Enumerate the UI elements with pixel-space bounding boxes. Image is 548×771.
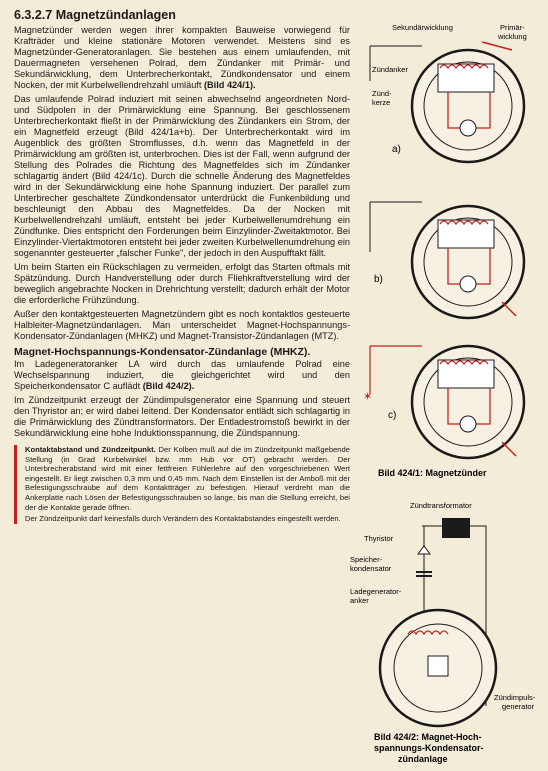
figure-1b (370, 202, 524, 318)
note-paragraph-1 (25, 445, 350, 512)
note-box (14, 445, 350, 524)
text-column (14, 8, 350, 526)
label-thyristor: Thyristor (364, 534, 394, 543)
paragraph-function: Das umlaufende Polrad induziert mit seinen abwechselnd angeordneten Nord- und Südpolen in der Primärwicklung eine Spannung. Bei geschlossenem Unterbrecherkontakt fließt in der Primärwicklung des Zündankers ein Strom, der ein Magnetfeld erzeugt (Bild 424/1a+b). Der Unterbrecherkontakt wird im Augenblick des größten Stromflusses, d.h. wenn das Magnetfeld in der Primärwicklung am größten ist, unterbrochen. Dies ist der Fall, wenn aufgrund der Stellung des Polrades die Richtung des Magnetfeldes sich im Zündanker schlagartig ändert (Bild 424/1c). Durch die schnelle Änderung des Magnetfeldes wird in der Sekundärwicklung eine hohe Spannung induziert. Der parallel zum Unterbrecher geschaltete Zündkondensator unterdrückt die Funkenbildung und beschleunigt den Abbau des Magnetfeldes. Da der Nocken mit Kurbelwellendrehzahl umläuft, entsteht bei jeder Kurbelwellenumdrehung ein Zündfunke. Dies entspricht den Forderungen beim Einzylinder-Zweitaktmotor. Bei Einzylinder-Viertaktmotoren entsteht bei jeder zweiten Kurbelwellenumdrehung ein sogenannter gesteuerter „falscher Funke", der jedoch in den Auspufftakt fällt. (14, 94, 350, 258)
caption-fig2-3: zündanlage (398, 754, 448, 764)
section-heading: 6.3.2.7 Magnetzündanlagen (14, 8, 176, 22)
label-zuendtransformator: Zündtransformator (410, 501, 472, 510)
anker-c (438, 360, 494, 388)
arrow-b (502, 302, 516, 316)
sub-a: a) (392, 144, 401, 155)
sub-c: c) (388, 410, 397, 421)
label-sekundaerwicklung: Sekundärwicklung (392, 23, 453, 32)
subheading-mhkz: Magnet-Hochspannungs-Kondensator-Zündanlage (MHKZ). (14, 346, 311, 358)
label-lade-2: anker (350, 596, 369, 605)
paragraph-mhkz (14, 359, 350, 392)
arrow-a (482, 42, 512, 50)
figure-2 (350, 501, 536, 764)
cam-a (460, 120, 476, 136)
transformer (442, 518, 470, 538)
paragraph-intro-text: Magnetzünder werden wegen ihrer kompakten Bauweise vorwiegend für Krafträder und kleine stationäre Motoren verwendet. Meistens sind es Magnetzünder-Generatoranlagen. Sie bestehen aus einem umlaufenden, mit Dauermagneten versehenen Polrad, dem Zündanker mit Primär- und Sekundärwicklung, dem Unterbrecherkontakt, Zündkondensator und einem Nocken, der mit Kurbelwellendrehzahl umläuft (14, 25, 350, 90)
figure-ref-2: (Bild 424/2). (142, 381, 195, 391)
figure-1c (363, 346, 524, 458)
paragraph-ignition: Im Zündzeitpunkt erzeugt der Zündimpulsgenerator eine Spannung und steuert den Thyristor an; er wird dabei leitend. Der Kondensator entlädt sich schlagartig in die Primärwicklung des Zündtransformators. Der Entladestromstoß bewirkt in der Sekundärwicklung eine hohe Induktionsspannung, die Zündspannung. (14, 395, 350, 438)
anker-b (438, 220, 494, 248)
paragraph-starting: Um beim Starten ein Rückschlagen zu vermeiden, erfolgt das Starten oftmals mit Spätzündung. Durch Handverstellung oder durch Fliehkraftverstellung wird der beweglich angebrachte Nocken in Drehrichtung verstellt; dadurch erhält der Motor die erforderliche Frühzündung. (14, 262, 350, 305)
label-primaer-2: wicklung (498, 32, 527, 41)
anker-a (438, 64, 494, 92)
arrow-c (502, 442, 516, 456)
caption-fig2-2: spannungs-Kondensator- (374, 743, 484, 753)
label-impuls-1: Zündimpuls- (494, 693, 536, 702)
figure-column (352, 6, 544, 766)
thyristor-symbol (418, 546, 430, 554)
paragraph-mhkz-text: Im Ladegeneratoranker LA wird durch das umlaufende Polrad eine Wechselspannung induziert, die gleichgerichtet wird und den Speicherkondensator C auflädt (14, 359, 350, 391)
cam-c (460, 416, 476, 432)
note-paragraph-2: Der Zündzeitpunkt darf keinesfalls durch Verändern des Kontaktabstandes eingestellt werden. (25, 514, 341, 524)
figure-1a (370, 23, 527, 162)
note-title: Kontaktabstand und Zündzeitpunkt. (25, 445, 156, 454)
paragraph-contactless: Außer den kontaktgesteuerten Magnetzündern gibt es noch kontaktlos gesteuerte Halbleiter-Magnetzündanlagen. Man unterscheidet Magnet-Hochspannungs-Kondensator-Zündanlagen (MHKZ) und Magnet-Transistor-Zündanlagen (MTZ). (14, 309, 350, 341)
label-primaer-1: Primär- (500, 23, 525, 32)
note-text-1: Der Kolben muß auf die im Zündzeitpunkt maßgebende Stellung (in Grad Kurbelwinkel bzw. mm Hub vor OT) gebracht werden. Der Unterbrecherabstand wird mit einer fettfreien Fühlerlehre auf den vorgeschriebenen Wert eingestellt. Er liegt zwischen 0,3 mm und 0,45 mm. Nach dem Einstellen ist der Amboß mit der Befestigungsschraube auf dem Kontaktträger zu befestigen. Hierauf verdreht man die Ankerplatte nach Lösen der Befestigungsschrauben so lange, bis man die Stellung erreicht, bei der die Kontakte gerade öffnen. (25, 445, 350, 512)
sub-b: b) (374, 274, 383, 285)
caption-fig2-1: Bild 424/2: Magnet-Hoch- (374, 732, 482, 742)
label-zuendanker: Zündanker (372, 65, 408, 74)
label-lade-1: Ladegenerator- (350, 587, 402, 596)
spark-icon: ✶ (363, 391, 373, 403)
cam-b (460, 276, 476, 292)
paragraph-intro (14, 25, 350, 91)
figure-ref-1: (Bild 424/1). (203, 80, 256, 90)
label-zuendkerze-1: Zünd- (372, 89, 392, 98)
label-speicher-1: Speicher- (350, 555, 383, 564)
label-zuendkerze-2: kerze (372, 98, 391, 107)
impulse-generator (428, 656, 448, 676)
caption-fig1: Bild 424/1: Magnetzünder (378, 468, 487, 478)
label-impuls-2: generator (502, 702, 535, 711)
figure-diagrams (352, 6, 544, 766)
label-speicher-2: kondensator (350, 564, 392, 573)
